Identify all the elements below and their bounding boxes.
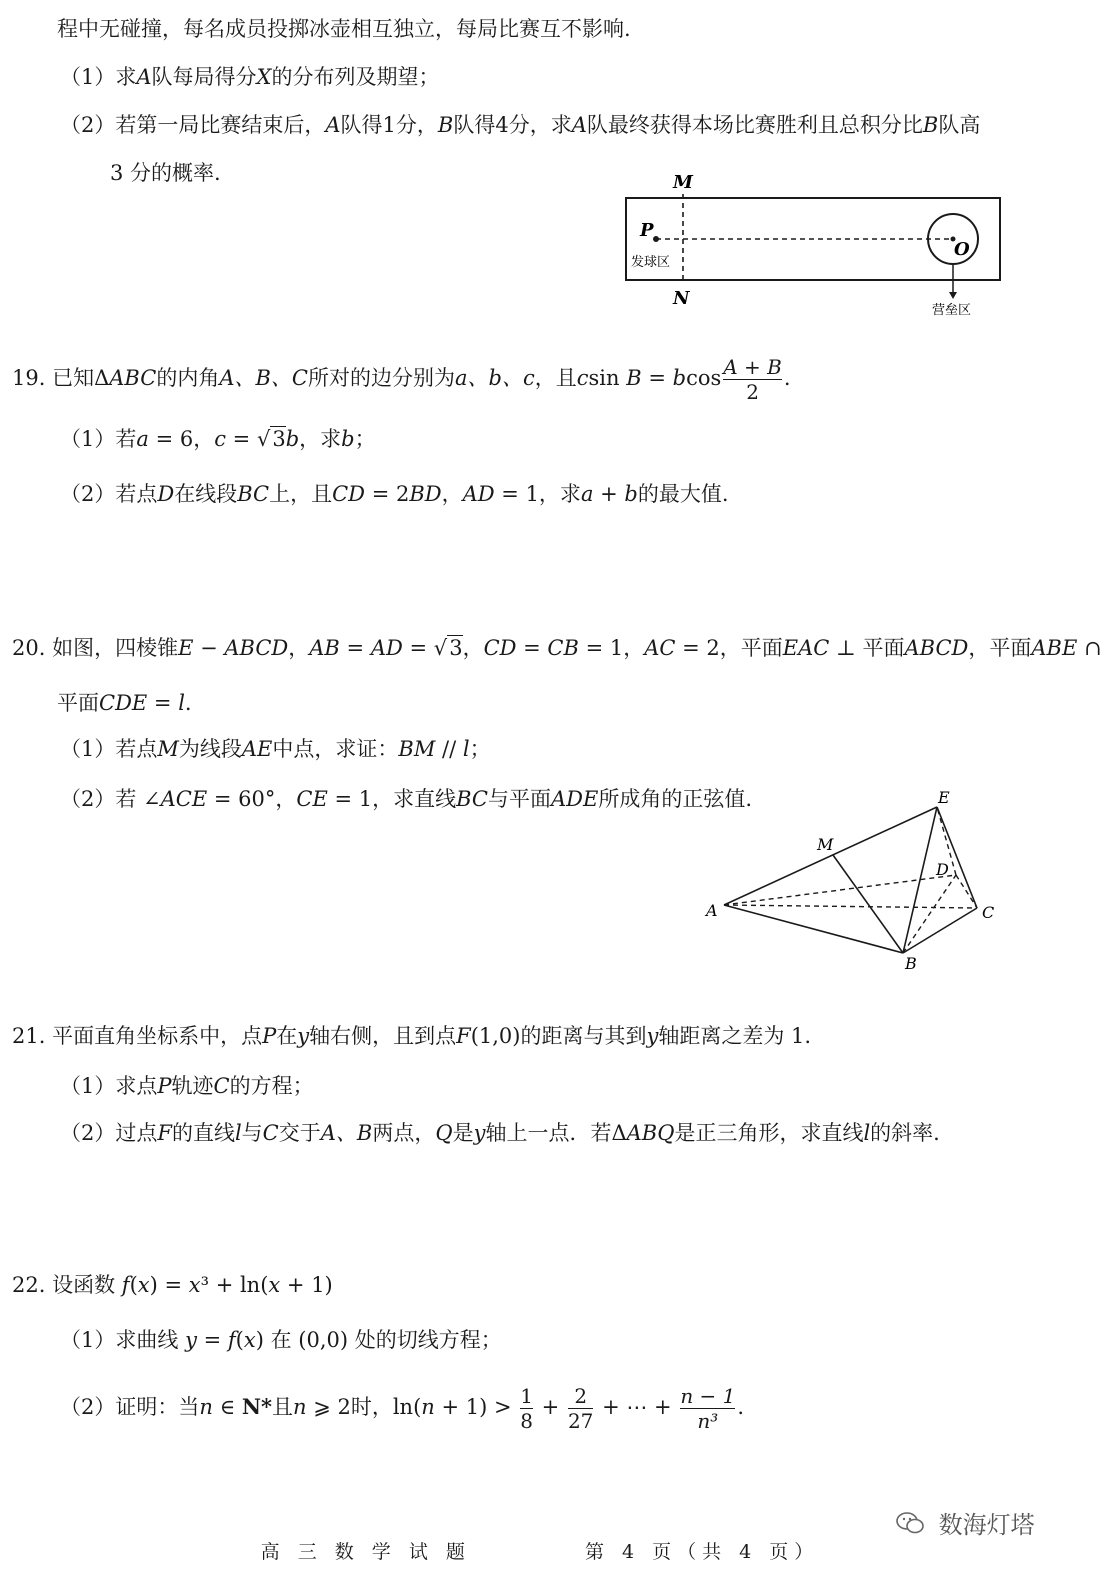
footer-subject: 高 三 数 学 试 题 (260, 1541, 471, 1563)
label-e: E (938, 788, 950, 807)
q20-part2: （2）若 ∠ACE = 60°，CE = 1，求直线BC与平面ADE所成角的正弦值. (60, 787, 753, 811)
label-m: M (673, 172, 693, 193)
footer-page-number: 第 4 页（共 4 页） (584, 1541, 820, 1563)
label-p: P (640, 220, 654, 241)
q21-part1: （1）求点P轨迹C的方程； (60, 1074, 314, 1098)
edge-be (903, 807, 937, 953)
q19-part2: （2）若点D在线段BC上，且CD = 2BD，AD = 1，求a + b的最大值. (60, 482, 729, 506)
edge-bc (903, 908, 977, 953)
edge-ae (724, 807, 937, 905)
segment-bm (833, 855, 903, 953)
q20-stem: 20. 如图，四棱锥E − ABCD，AB = AD = √3，CD = CB = 1，AC = 2，平面EAC ⊥ 平面ABCD，平面ABE ∩ (12, 636, 1102, 660)
diagonal-bd (903, 875, 956, 953)
q22-stem: 22. 设函数 f(x) = x³ + ln(x + 1) (12, 1273, 333, 1297)
label-a: A (706, 901, 718, 920)
q18-stem-continuation: 程中无碰撞，每名成员投掷冰壶相互独立，每局比赛互不影响. (57, 17, 631, 41)
q19-part1: （1）若a = 6，c = √3b，求b； (60, 427, 376, 451)
edge-ab (724, 905, 903, 953)
label-n: N (673, 288, 690, 309)
label-c: C (982, 903, 995, 922)
fraction-a-plus-b-over-2: $\frac{A + B}{2}$ (723, 355, 782, 404)
watermark-text: 数海灯塔 (938, 1511, 1035, 1539)
label-m: M (817, 835, 834, 854)
page-footer (0, 1537, 1080, 1564)
label-camp-zone: 营垒区 (932, 303, 972, 318)
q21-part2: （2）过点F的直线l与C交于A、B两点，Q是y轴上一点．若ΔABQ是正三角形，求直线l的斜率. (60, 1121, 940, 1145)
pyramid-diagram (700, 785, 1010, 975)
camp-arrow-head (949, 292, 957, 299)
q18-part2-continuation: 3 分的概率. (110, 161, 221, 185)
q20-stem-continuation: 平面CDE = l. (57, 691, 192, 715)
label-o: O (954, 239, 970, 260)
edge-ad (724, 875, 956, 905)
point-p (653, 236, 659, 242)
q20-part1: （1）若点M为线段AE中点，求证：BM // l； (60, 737, 491, 761)
q18-part1: （1）求A队每局得分X的分布列及期望； (60, 65, 440, 89)
q22-part2: （2）证明：当n ∈ N*且n ⩾ 2时，ln(n + 1) > $\frac{1}{8}$ + $\frac{2}{27}$ + ⋯ + $\frac{n - 1}{\text{n³}}$ . (60, 1384, 745, 1433)
label-launch-zone: 发球区 (631, 255, 671, 270)
fraction-n-minus-1-over-n-cubed: $\frac{n - 1}{\text{n³}}$ (680, 1384, 736, 1433)
curling-diagram (600, 168, 1020, 323)
fraction-2-over-27: $\frac{2}{27}$ (567, 1384, 594, 1433)
q19-stem: 19. 已知ΔABC的内角A、B、C所对的边分别为a、b、c，且csin B = bcos $\frac{A + B}{2}$ . (12, 355, 791, 404)
q18-part2: （2）若第一局比赛结束后，A队得1分，B队得4分，求A队最终获得本场比赛胜利且总积分比B队高 (60, 113, 981, 137)
diagonal-ac (724, 905, 977, 908)
q22-part1: （1）求曲线 y = f(x) 在 (0,0) 处的切线方程； (60, 1328, 502, 1352)
edge-ce (937, 807, 977, 908)
fraction-1-over-8: $\frac{1}{8}$ (520, 1384, 533, 1433)
q21-stem: 21. 平面直角坐标系中，点P在y轴右侧，且到点F(1,0)的距离与其到y轴距离之差为 1. (12, 1024, 812, 1048)
label-d: D (936, 860, 949, 879)
label-b: B (905, 954, 917, 973)
